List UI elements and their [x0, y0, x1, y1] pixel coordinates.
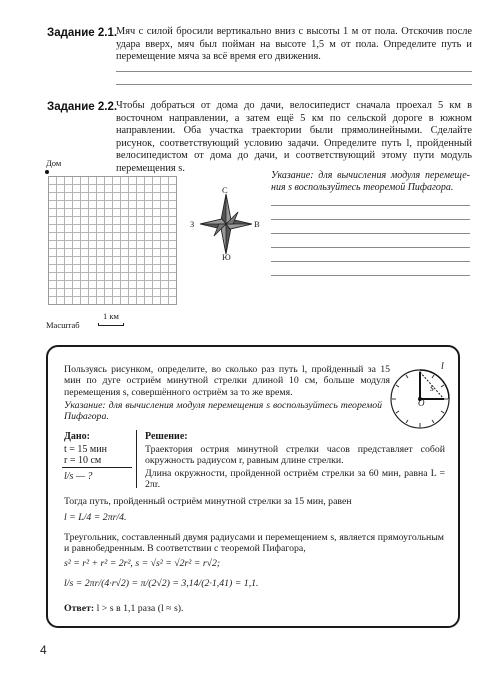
given-divider — [62, 467, 132, 468]
compass-south-label: Ю — [222, 252, 231, 262]
task-2-1-text: Мяч с силой бросили вертикально вниз с высоты 1 м от пола. Отскочив после удара вверх, мяч был пойман на высоте 1,5 м от пола. Определите путь и перемещение мяча за всё время его движения. — [116, 26, 472, 63]
answer-line[interactable] — [271, 275, 470, 276]
path-text: Тогда путь, пройденный остриём минутной стрелки за 15 мин, равен — [64, 496, 352, 507]
formula-displacement: s² = r² + r² = 2r², s = √s² = √2r² = r√2; — [64, 558, 221, 569]
task-2-2-label: Задание 2.2. — [47, 101, 118, 113]
solution-paragraph-2: Длина окружности, пройденной остриём стрелки за 60 мин, равна L = 2πr. — [145, 468, 445, 491]
example-question: Пользуясь рисунком, определите, во сколько раз путь l, пройденный за 15 мин по дуге остриём минутной стрелки длиной 10 см, больше модуля перемещения s, совершённого остриём за то же время. — [64, 364, 390, 398]
scale-value: 1 км — [103, 311, 119, 321]
compass-north-label: С — [222, 185, 228, 195]
task-2-2-text: Чтобы добраться от дома до дачи, велосипедист сначала проехал 5 км в восточном направлении, а затем ещё 5 км по сельской дороге в южном направлении. Оба участка траектории были прямолинейными. Сделайте рисунок, соответствующий условию задачи. Определите путь l, пройденный велосипедистом от дома до дачи, и соответствующий этому пути модуль перемещения s. — [116, 100, 472, 174]
compass-east-label: В — [254, 219, 260, 229]
answer-line[interactable] — [271, 219, 470, 220]
clock-o-label: O — [418, 398, 425, 408]
solution-title: Решение: — [145, 431, 188, 442]
clock-s-label: s — [430, 383, 434, 394]
clock-l-label: l — [441, 361, 444, 372]
answer-label: Ответ: — [64, 603, 95, 614]
example-hint: Указание: для вычисления модуля перемещения s воспользуйтесь теоремой Пифагора. — [64, 400, 382, 423]
answer-line[interactable] — [116, 84, 472, 85]
page-number: 4 — [40, 643, 47, 657]
given-question: l/s — ? — [64, 471, 93, 482]
answer-line[interactable] — [271, 261, 470, 262]
answer-text: l > s в 1,1 раза (l ≈ s). — [96, 603, 184, 614]
compass-west-label: З — [190, 219, 195, 229]
solution-paragraph-1: Траектория острия минутной стрелки часов представляет собой окружность радиусом r, равным длине стрелки. — [145, 444, 445, 467]
given-radius: r = 10 см — [64, 455, 102, 466]
answer-line[interactable] — [271, 205, 470, 206]
given-separator — [136, 430, 137, 488]
triangle-text: Треугольник, составленный двумя радиусами и перемещением s, является прямоугольным и равнобедренным. В соответствии с теоремой Пифагора, — [64, 532, 444, 555]
given-title: Дано: — [64, 431, 90, 442]
drawing-grid[interactable] — [48, 176, 177, 305]
task-2-2-hint — [271, 170, 470, 194]
home-point — [45, 170, 49, 174]
answer-line[interactable] — [116, 71, 472, 72]
answer-line-text — [64, 603, 184, 614]
given-time: t = 15 мин — [64, 444, 107, 455]
formula-ratio: l/s = 2πr/(4·r√2) = π/(2√2) = 3,14/(2·1,41) = 1,1. — [64, 578, 259, 589]
answer-line[interactable] — [271, 247, 470, 248]
task-2-1-label: Задание 2.1. — [47, 27, 118, 39]
hint-text: Указание: для вычисления модуля перемещения s воспользуйтесь теоремой Пифагора. — [271, 170, 470, 193]
answer-line[interactable] — [271, 233, 470, 234]
scale-label: Масштаб — [46, 320, 80, 330]
home-label: Дом — [46, 158, 62, 168]
formula-path: l = L/4 = 2πr/4. — [64, 512, 127, 523]
scale-bar — [98, 323, 124, 326]
